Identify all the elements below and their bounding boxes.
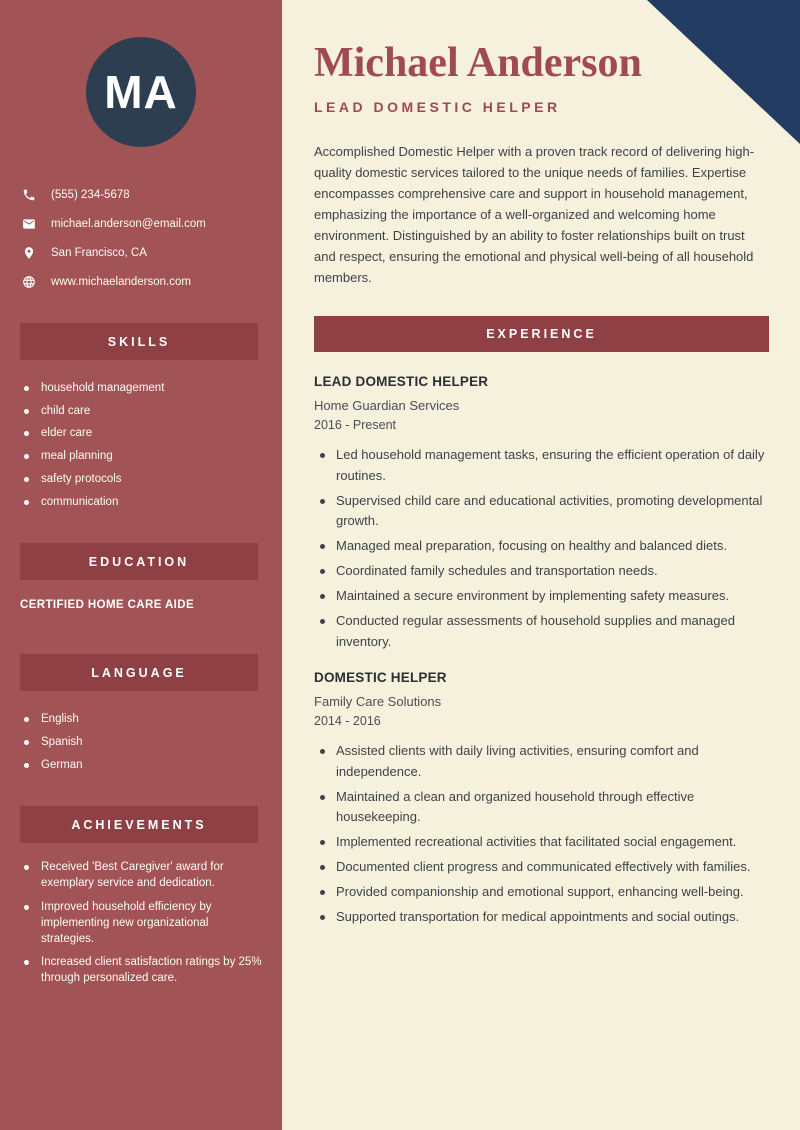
education-title: EDUCATION <box>88 554 190 569</box>
job-bullet-list <box>314 445 769 652</box>
avatar-monogram: MA <box>104 66 178 118</box>
sidebar <box>0 0 282 1130</box>
job-bullet: Maintained a secure environment by implementing safety measures. <box>318 586 769 607</box>
contact-email-text: michael.anderson@email.com <box>51 217 206 230</box>
section-header-achievements <box>20 806 258 843</box>
experience-entry <box>314 374 769 652</box>
achievement-item: Received 'Best Caregiver' award for exemplary service and dedication. <box>22 860 264 900</box>
contact-website <box>22 267 262 296</box>
globe-icon <box>22 275 36 289</box>
section-header-education <box>20 543 258 580</box>
job-bullet: Coordinated family schedules and transportation needs. <box>318 561 769 582</box>
phone-icon <box>22 188 36 202</box>
contact-location-text: San Francisco, CA <box>51 246 147 259</box>
job-company: Family Care Solutions <box>314 694 442 710</box>
skill-item: elder care <box>22 422 264 445</box>
job-dates: 2014 - 2016 <box>314 714 381 729</box>
education-item: CERTIFIED HOME CARE AIDE <box>20 599 195 612</box>
job-company: Home Guardian Services <box>314 398 460 414</box>
job-title: DOMESTIC HELPER <box>314 670 447 686</box>
job-bullet: Implemented recreational activities that facilitated social engagement. <box>318 832 769 853</box>
skills-list <box>0 377 282 513</box>
job-bullet: Supervised child care and educational activities, promoting developmental growth. <box>318 491 769 532</box>
language-item: English <box>22 708 264 731</box>
job-bullet: Supported transportation for medical appointments and social outings. <box>318 907 769 928</box>
achievement-item: Improved household efficiency by implementing new organizational strategies. <box>22 900 264 955</box>
experience-title: EXPERIENCE <box>486 327 597 342</box>
language-item: German <box>22 754 264 777</box>
achievements-title: ACHIEVEMENTS <box>71 817 207 832</box>
contact-phone-text: (555) 234-5678 <box>51 188 130 201</box>
job-bullet: Assisted clients with daily living activities, ensuring comfort and independence. <box>318 741 769 782</box>
job-dates: 2016 - Present <box>314 418 396 433</box>
person-name: Michael Anderson <box>314 40 642 86</box>
skills-title: SKILLS <box>107 334 171 349</box>
contact-list <box>0 180 282 296</box>
section-header-experience <box>314 316 769 352</box>
summary-paragraph: Accomplished Domestic Helper with a proven track record of delivering high-quality domestic services tailored to the unique needs of families. Expertise encompasses comprehensive care and support in household management, emphasizing the importance of a well-organized and welcoming home environment. Distinguished by an ability to foster relationships built on trust and respect, ensuring the emotional and physical well-being of all household members. <box>314 144 755 286</box>
job-bullet: Provided companionship and emotional support, enhancing well-being. <box>318 882 769 903</box>
skill-item: safety protocols <box>22 468 264 491</box>
location-icon <box>22 246 36 260</box>
skill-item: meal planning <box>22 445 264 468</box>
job-title: LEAD DOMESTIC HELPER <box>314 374 489 390</box>
job-bullet: Documented client progress and communicated effectively with families. <box>318 857 769 878</box>
job-bullet-list <box>314 741 769 928</box>
skill-item: child care <box>22 400 264 423</box>
skill-item: communication <box>22 491 264 514</box>
language-list <box>0 708 282 776</box>
language-item: Spanish <box>22 731 264 754</box>
main-content <box>282 0 800 1130</box>
skill-item: household management <box>22 377 264 400</box>
experience-entry <box>314 670 769 928</box>
achievement-item: Increased client satisfaction ratings by 25% through personalized care. <box>22 955 264 995</box>
job-bullet: Managed meal preparation, focusing on healthy and balanced diets. <box>318 536 769 557</box>
achievements-list <box>0 860 282 995</box>
person-job-title: LEAD DOMESTIC HELPER <box>314 99 561 116</box>
section-header-skills <box>20 323 258 360</box>
contact-location <box>22 238 262 267</box>
contact-phone <box>22 180 262 209</box>
contact-email <box>22 209 262 238</box>
job-bullet: Led household management tasks, ensuring the efficient operation of daily routines. <box>318 445 769 486</box>
language-title: LANGUAGE <box>91 665 187 680</box>
section-header-language <box>20 654 258 691</box>
contact-website-text: www.michaelanderson.com <box>51 275 191 288</box>
email-icon <box>22 217 36 231</box>
job-bullet: Conducted regular assessments of household supplies and managed inventory. <box>318 611 769 652</box>
avatar <box>86 37 196 147</box>
job-bullet: Maintained a clean and organized household through effective housekeeping. <box>318 787 769 828</box>
